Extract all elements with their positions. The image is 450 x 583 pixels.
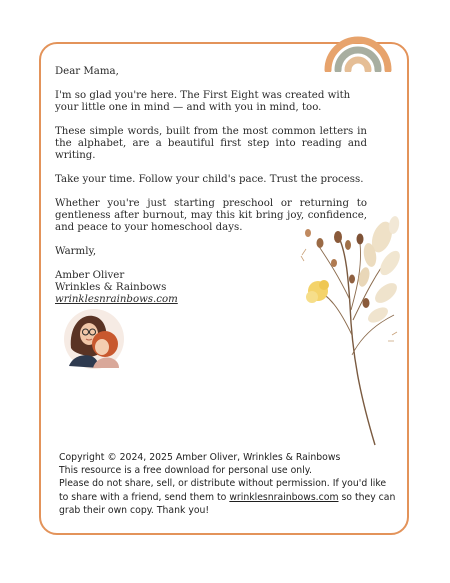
letter-paragraph-2: These simple words, built from the most common letters in the alphabet, are a beautiful first step into reading and writing.	[55, 126, 367, 161]
signature-name: Amber Oliver	[55, 270, 125, 281]
letter-paragraph-1: I'm so glad you're here. The First Eight was created with your little one in mind — and with you in mind, too.	[55, 90, 351, 113]
signature-brand: Wrinkles & Rainbows	[55, 282, 167, 293]
footer-website-link[interactable]: wrinklesnrainbows.com	[229, 491, 339, 503]
share-policy-text-post: so they can	[338, 491, 396, 503]
copyright-footer	[59, 451, 399, 517]
rainbow-icon	[322, 20, 394, 72]
share-policy-line-1: Please do not share, sell, or distribute without permission. If you'd like	[59, 478, 387, 490]
share-policy-line-2	[59, 491, 399, 504]
letter-greeting: Dear Mama,	[55, 66, 119, 77]
share-policy-text-pre: to share with a friend, send them to	[59, 491, 230, 503]
signature-website-link[interactable]: wrinklesnrainbows.com	[55, 294, 178, 305]
personal-use-line: This resource is a free download for personal use only.	[59, 465, 312, 477]
letter-closing: Warmly,	[55, 246, 97, 257]
copyright-line: Copyright © 2024, 2025 Amber Oliver, Wrinkles & Rainbows	[59, 452, 341, 463]
share-policy-line-3: grab their own copy. Thank you!	[59, 504, 210, 516]
dried-flowers-illustration	[290, 215, 402, 447]
letter-paragraph-3: Take your time. Follow your child's pace. Trust the process.	[55, 174, 364, 185]
mother-child-portrait	[63, 308, 125, 370]
letter-paragraph-4: Whether you're just starting preschool or returning to gentleness after burnout, may this kit bring joy, confidence, and peace to your homeschool days.	[55, 198, 367, 233]
